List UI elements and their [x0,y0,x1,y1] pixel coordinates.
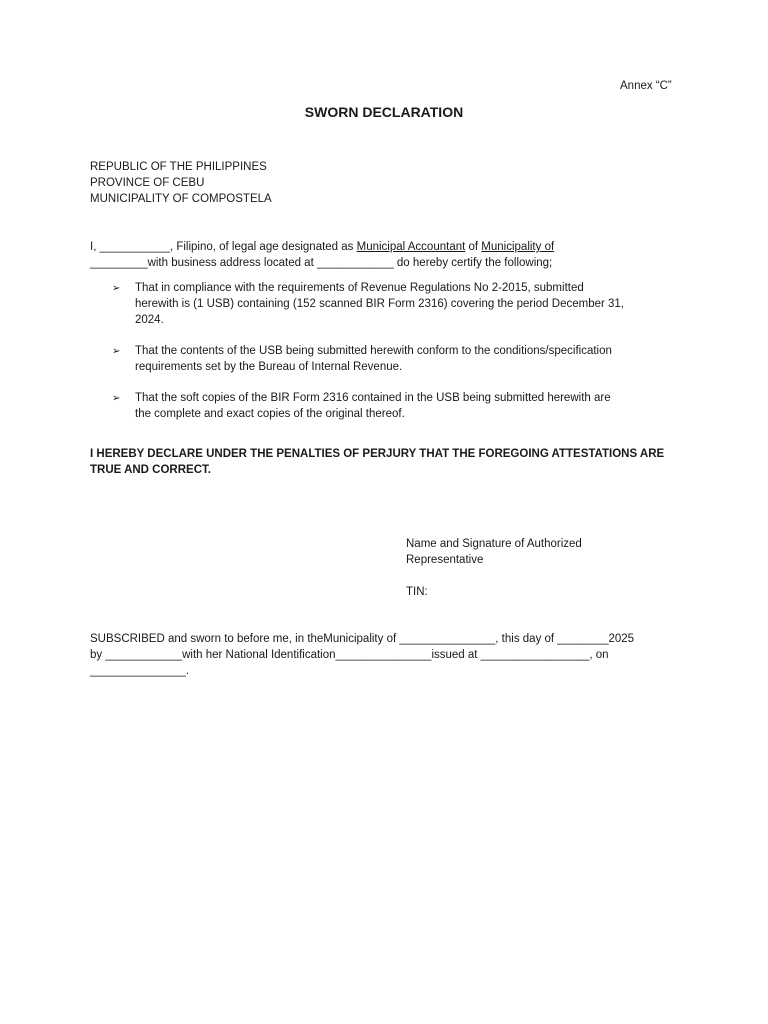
intro-text: do hereby certify the following; [393,257,553,269]
jurat-line-1: SUBSCRIBED and sworn to before me, in theMunicipality of _______________, this day of ________2025 [90,633,635,645]
office: Municipality of [481,241,555,253]
bullet-3-line-2: the complete and exact copies of the original thereof. [135,408,405,420]
intro-text: I, ___________, Filipino, of legal age designated as [90,241,357,253]
intro-text: with business address located at [147,257,317,269]
annex-label: Annex “C” [620,80,672,92]
intro-line-1 [90,241,554,253]
bullet-2-line-2: requirements set by the Bureau of Internal Revenue. [135,361,403,373]
bullet-1-line-3: 2024. [135,314,164,326]
name-blank: _________ [90,257,148,269]
intro-text: of [465,241,482,253]
jurat-line-3: _______________. [90,665,190,677]
arrow-bullet-icon: ➢ [112,283,121,294]
header-municipality: MUNICIPALITY OF COMPOSTELA [90,193,272,205]
signature-label-line-2: Representative [406,554,484,566]
header-province: PROVINCE OF CEBU [90,177,205,189]
tin-label: TIN: [406,586,428,598]
header-country: REPUBLIC OF THE PHILIPPINES [90,161,267,173]
declaration-line-2: TRUE AND CORRECT. [90,464,211,476]
designation: Municipal Accountant [356,241,466,253]
arrow-bullet-icon: ➢ [112,346,121,357]
intro-line-2 [90,257,552,269]
arrow-bullet-icon: ➢ [112,393,121,404]
declaration-line-1: I HEREBY DECLARE UNDER THE PENALTIES OF PERJURY THAT THE FOREGOING ATTESTATIONS ARE [90,448,665,460]
bullet-1-line-2: herewith is (1 USB) containing (152 scanned BIR Form 2316) covering the period December 31, [135,298,624,310]
document-title: SWORN DECLARATION [304,104,464,120]
bullet-1-line-1: That in compliance with the requirements of Revenue Regulations No 2-2015, submitted [135,282,584,294]
bullet-3-line-1: That the soft copies of the BIR Form 2316 contained in the USB being submitted herewith are [135,392,611,404]
address-blank: ____________ [316,257,394,269]
bullet-2-line-1: That the contents of the USB being submitted herewith conform to the conditions/specification [135,345,612,357]
signature-label-line-1: Name and Signature of Authorized [406,538,582,550]
jurat-line-2: by ____________with her National Identification_______________issued at _________________, on [90,649,609,661]
